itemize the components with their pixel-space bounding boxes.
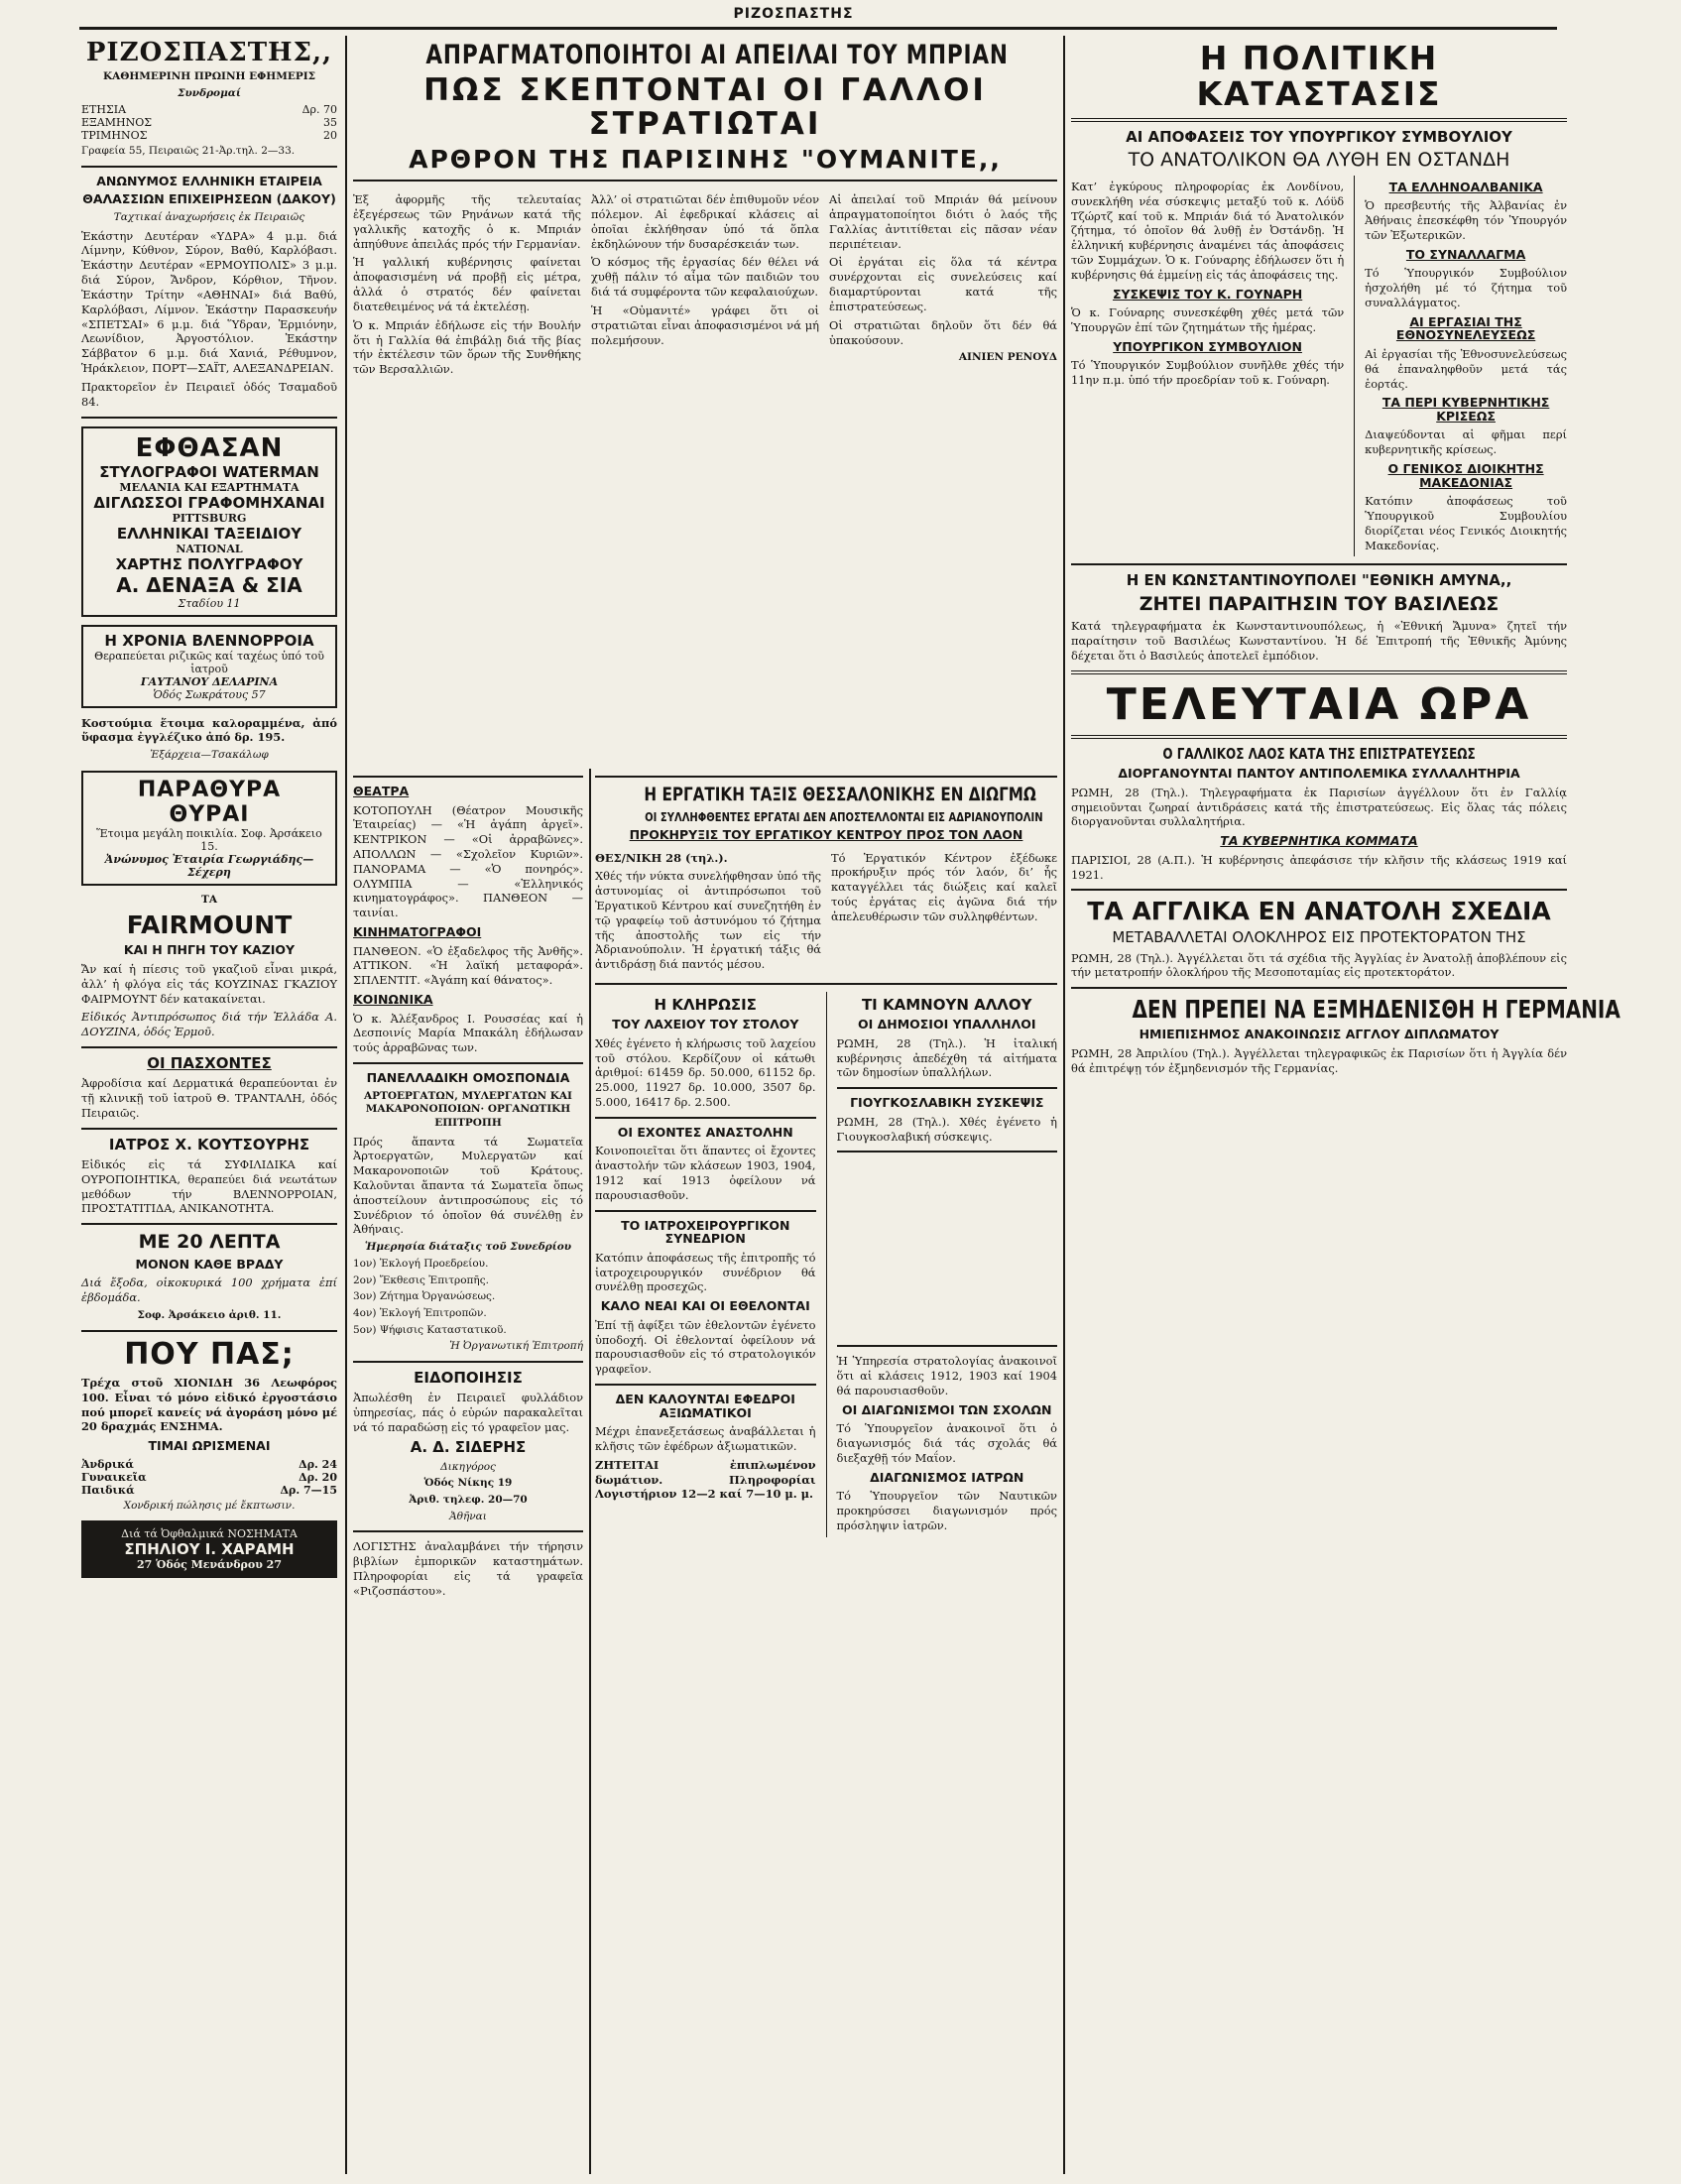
yugoslav-title: ΓΙΟΥΓΚΟΣΛΑΒΙΚΗ ΣΥΣΚΕΨΙΣ: [850, 1095, 1044, 1111]
side-text: Διαψεύδονται αἱ φῆμαι περί κυβερνητικῆς κρίσεως.: [1365, 427, 1567, 457]
ad-line: PITTSBURG: [172, 511, 247, 525]
lottery-title: Η ΚΛΗΡΩΣΙΣ: [654, 996, 757, 1015]
politics-sub2: ΤΟ ΑΝΑΤΟΛΙΚΟΝ ΘΑ ΛΥΘΗ ΕΝ ΟΣΤΑΝΔΗ: [1128, 149, 1510, 172]
yugoslav-text: ΡΩΜΗ, 28 (Τηλ.). Χθές ἐγένετο ἡ Γιουγκοσλαβική σύσκεψις.: [836, 1114, 1057, 1144]
side-text: Αἱ ἐργασίαι τῆς Ἐθνοσυνελεύσεως θά ἐπαναληφθοῦν μετά τάς ἑορτάς.: [1365, 346, 1567, 391]
ad-eye-name: ΣΠΗΛΙΟΥ Ι. ΧΑΡΑΜΗ: [124, 1540, 295, 1559]
subscription-rate: ΤΡΙΜΗΝΟΣ 20: [81, 129, 337, 143]
medical-text: Κατόπιν ἀποφάσεως τῆς ἐπιτροπῆς τό ἰατροχειρουργικόν συνέδριον θά συνέλθῃ προσεχῶς.: [595, 1250, 816, 1294]
ad-line: ΣΤΥΛΟΓΡΑΦΟΙ WATERMAN: [99, 462, 319, 481]
politics-title: Η ΠΟΛΙΤΙΚΗ ΚΑΤΑΣΤΑΣΙΣ: [1196, 39, 1442, 113]
salonica-body: [595, 847, 1057, 977]
paragraph: Τό Ἐργατικόν Κέντρον ἐξέδωκε προκήρυξιν πρός τόν λαόν, δι’ ἧς καταγγέλλει τάς διώξεις καί καλεῖ τούς ἐργάτας εἰς ἀγῶνα διά τήν ἀπελευθέρωσιν τῶν συλληφθέντων.: [831, 850, 1057, 923]
wanted-ad: ΖΗΤΕΙΤΑΙ ἐπιπλωμένον δωμάτιον. Πληροφορίαι Λογιστήριον 12—2 καί 7—10 μ. μ.: [595, 1457, 816, 1502]
ad-fairmount-pre: ΤΑ: [201, 893, 217, 906]
social-title: ΚΟΙΝΩΝΙΚΑ: [353, 992, 433, 1008]
uk-title: ΤΑ ΑΓΓΛΙΚΑ ΕΝ ΑΝΑΤΟΛΗ ΣΧΕΔΙΑ: [1087, 897, 1551, 926]
politics-body: [1071, 176, 1567, 556]
cinema-title: ΚΙΝΗΜΑΤΟΓΡΑΦΟΙ: [353, 924, 482, 940]
price-row: Παιδικά Δρ. 7—15: [81, 1483, 337, 1497]
paragraph: Ὁ κ. Μπριάν ἐδήλωσε εἰς τήν Βουλήν ὅτι ἡ Γαλλία θά ἐπιβάλῃ διά τῆς βίας τήν ἐκτέλεσιν τῶν ὅρων τῆς Συνθήκης τῶν Βερσαλλιῶν.: [353, 317, 581, 377]
column-divider: [345, 36, 347, 2174]
right-column: [1071, 36, 1621, 2174]
ad-arrived-title: ΕΦΘΑΣΑΝ: [135, 432, 284, 463]
ad-lepta-title: ΜΕ 20 ΛΕΠΤΑ: [138, 1231, 281, 1254]
ad-where-text: Τρέχα στοῦ ΧΙΟΝΙΔΗ 36 Λεωφόρος 100. Εἶναι τό μόνο εἰδικό ἐργοστάσιο πού μπορεῖ κανείς νά ἀγοράση μόνο μέ 20 δραχμάς ΕΝΣΗΜΑ.: [81, 1375, 337, 1434]
agenda-item: 1ον) Ἐκλογή Προεδρείου.: [353, 1257, 489, 1270]
exams-title: ΟΙ ΔΙΑΓΩΝΙΣΜΟΙ ΤΩΝ ΣΧΟΛΩΝ: [842, 1401, 1052, 1417]
departures-title: Ταχτικαί ἀναχωρήσεις ἐκ Πειραιῶς: [113, 210, 305, 223]
ad-doctor-text: Εἰδικός εἰς τά ΣΥΦΙΛΙΔΙΚΑ καί ΟΥΡΟΠΟΙΗΤΙΚΑ, θεραπεύει διά νεωτάτων μεθόδων τήν ΒΛΕΝΝΟΡΡΟΙΑΝ, ΠΡΟΣΤΑΤΙΤΙΔΑ, ΑΝΙΚΑΝΟΤΗΤΑ.: [81, 1156, 337, 1216]
uk-text: ΡΩΜΗ, 28 (Τηλ.). Ἀγγέλλεται ὅτι τά σχέδια τῆς Ἀγγλίας ἐν Ἀνατολῇ ἀποβλέπουν εἰς τήν μετατροπήν ὁλοκλήρου τῆς Μεσοποταμίας εἰς προτεκτοράτον.: [1071, 950, 1567, 980]
notice-city: Ἀθῆναι: [449, 1510, 487, 1522]
officers-text: Μέχρι ἐπανεξετάσεως ἀναβάλλεται ἡ κλῆσις τῶν ἐφέδρων ἀξιωματικῶν.: [595, 1424, 816, 1453]
theatres-text: ΚΟΤΟΠΟΥΛΗ (Θέατρον Μουσικῆς Ἑταιρείας) — «Ἡ ἀγάπη ἀργεῖ». ΚΕΝΤΡΙΚΟΝ — «Οἱ ἀρραβῶνες». ΑΠΟΛΛΩΝ — «Σχολεῖον Κυριῶν». ΠΑΝΟΡΑΜΑ — «Ὁ πονηρός». ΟΛΥΜΠΙΑ — «Ἑλληνικός κινηματογράφος». ΠΑΝΘΕΟΝ — ταινίαι.: [353, 802, 583, 920]
exams-text: Τό Ὑπουργεῖον ἀνακοινοῖ ὅτι ὁ διαγωνισμός διά τάς σχολάς θά διεξαχθῇ τόν Μαΐον.: [836, 1421, 1057, 1466]
article-column: [595, 847, 821, 977]
office-text: Πρακτορεῖον ἐν Πειραιεῖ ὁδός Τσαμαδοῦ 84.: [81, 379, 337, 409]
insurance-heading: ΑΝΩΝΥΜΟΣ ΕΛΛΗΝΙΚΗ ΕΤΑΙΡΕΙΑ: [96, 173, 322, 188]
politics-sub3: ΣΥΣΚΕΨΙΣ ΤΟΥ Κ. ΓΟΥΝΑΡΗ: [1112, 286, 1303, 302]
accountant-ad: ΛΟΓΙΣΤΗΣ ἀναλαμβάνει τήν τήρησιν βιβλίων ἐμπορικῶν καταστημάτων. Πληροφορίαι εἰς τά γραφεῖα «Ριζοσπάστου».: [353, 1539, 583, 1598]
germany-sub: ΗΜΙΕΠΙΣΗΜΟΣ ΑΝΑΚΟΙΝΩΣΙΣ ΑΓΓΛΟΥ ΔΙΠΛΩΜΑΤΟΥ: [1139, 1027, 1500, 1042]
ad-windows-title2: ΘΥΡΑΙ: [169, 801, 250, 827]
left-column: [81, 36, 337, 2174]
ad-suits-text: Κοστούμια ἕτοιμα καλοραμμένα, ἀπό ὕφασμα ἐγγλέζικο ἀπό δρ. 195.: [81, 715, 337, 745]
ad-lepta-text: Διά ἔξοδα, οἰκοκυρικά 100 χρήματα ἐπί ἑβδομάδα.: [81, 1275, 337, 1305]
masthead-rule: [79, 27, 1557, 30]
ad-fairmount-title: FAIRMOUNT: [126, 910, 293, 940]
ad-eye-address: 27 Ὁδός Μενάνδρου 27: [137, 1558, 282, 1572]
france-text: ΡΩΜΗ, 28 (Τηλ.). Τηλεγραφήματα ἐκ Παρισίων ἀγγέλλουν ὅτι ἐν Γαλλίᾳ σημειοῦνται ζωηραί ἀντιδράσεις κατά τῆς ἐπιστρατεύσεως. Εἰς ὅλας τάς πόλεις διοργανοῦνται συλλαλητήρια.: [1071, 785, 1567, 829]
paragraph: Οἱ ἐργάται εἰς ὅλα τά κέντρα συνέρχονται εἰς συνελεύσεις καί διαμαρτύρονται κατά τῆς ἐπιστρατεύσεως.: [829, 255, 1057, 313]
paragraph: Χθές τήν νύκτα συνελήφθησαν ὑπό τῆς ἀστυνομίας οἱ ἀντιπρόσωποι τοῦ Ἐργατικοῦ Κέντρου καί συνεζητήθη ἐν τῷ γραφείῳ τοῦ ἀστυνόμου τό ζήτημα τῆς ἀποστολῆς των εἰς τήν Ἀδριανούπολιν. Ἡ ἐργατική τάξις θά ἀντιδράσῃ διά παντός μέσου.: [595, 869, 821, 972]
council-title: ΥΠΟΥΡΓΙΚΟΝ ΣΥΜΒΟΥΛΙΟΝ: [1113, 338, 1302, 354]
article-column: [353, 188, 581, 381]
uk-sub: ΜΕΤΑΒΑΛΛΕΤΑΙ ΟΛΟΚΛΗΡΟΣ ΕΙΣ ΠΡΟΤΕΚΤΟΡΑΤΟΝ ΤΗΣ: [1112, 928, 1526, 947]
ad-lepta-address: Σοφ. Ἀρσάκειο ἀριθ. 11.: [137, 1308, 282, 1321]
main-headline-3: ΑΡΘΡΟΝ ΤΗΣ ΠΑΡΙΣΙΝΗΣ "ΟΥΜΑΝΙΤΕ,,: [409, 145, 1002, 175]
volunteers-text: Ἐπί τῇ ἀφίξει τῶν ἐθελοντῶν ἐγένετο ὑποδοχή. Οἱ ἐθελονταί ὀφείλουν νά παρουσιασθοῦν εἰς τό στρατολογικόν γραφεῖον.: [595, 1317, 816, 1377]
social-text: Ὁ κ. Ἀλέξανδρος Ι. Ρουσσέας καί ἡ Δεσποινίς Μαρία Μπακάλη ἐδήλωσαν τούς ἀρραβῶνας των.: [353, 1011, 583, 1055]
ad-sufferers-title: ΟΙ ΠΑΣΧΟΝΤΕΣ: [147, 1054, 272, 1073]
paragraph: Ἡ «Οὐμανιτέ» γράφει ὅτι οἱ στρατιῶται εἶναι ἀποφασισμένοι νά μή πολεμήσουν.: [591, 303, 819, 347]
ad-where-title: ΠΟΥ ΠΑΣ;: [124, 1336, 295, 1372]
masthead-label: ΡΙΖΟΣΠΑΣΤΗΣ: [733, 6, 854, 22]
blank-space: [837, 1159, 1058, 1338]
turkey-text: Κατά τηλεγραφήματα ἐκ Κωνσταντινουπόλεως, ἡ «Ἐθνική Ἄμυνα» ζητεῖ τήν παραίτησιν τοῦ Βασιλέως Κωνσταντίνου. Ἡ δέ Ἐπιτροπή τῆς Ἐθνικῆς Ἀμύνης δέχεται ὅτι ὁ Βασιλεύς ἀποτελεῖ ἐμπόδιον.: [1071, 619, 1567, 663]
strike-sub: ΟΙ ΔΗΜΟΣΙΟΙ ΥΠΑΛΛΗΛΟΙ: [857, 1017, 1036, 1032]
ad-arrived-company: Α. ΔΕΝΑΞΑ & ΣΙΑ: [116, 572, 302, 597]
lottery-sub: ΤΟΥ ΛΑΧΕΙΟΥ ΤΟΥ ΣΤΟΛΟΥ: [612, 1017, 799, 1032]
france-sub2: ΤΑ ΚΥΒΕΡΝΗΤΙΚΑ ΚΟΜΜΑΤΑ: [1220, 833, 1418, 849]
price-row: Ἀνδρικά Δρ. 24: [81, 1457, 337, 1471]
paragraph: Ἐξ ἀφορμῆς τῆς τελευταίας ἐξεγέρσεως τῶν Ρηνάνων κατά τῆς γαλλικῆς κατοχῆς ὁ κ. Μπριάν ἀπηύθυνε ἀπειλάς πρός τήν Γερμανίαν.: [353, 192, 581, 251]
ad-fairmount-address: Εἰδικός Ἀντιπρόσωπος διά τήν Ἑλλάδα Α. ΔΟΥΖΙΝΑ, ὁδός Ἑρμοῦ.: [81, 1010, 337, 1039]
ad-clinic-title: Η ΧΡΟΝΙΑ ΒΛΕΝΝΟΡΡΟΙΑ: [104, 631, 314, 650]
ad-clinic-address: Ὁδός Σωκράτους 57: [153, 687, 266, 701]
notice-role: Δικηγόρος: [440, 1460, 496, 1473]
article-signature: ΑΙΝΙΕΝ ΡΕΝΟΥΔ: [958, 351, 1057, 364]
officers-title: ΔΕΝ ΚΑΛΟΥΝΤΑΙ ΕΦΕΔΡΟΙ ΑΞΙΩΜΑΤΙΚΟΙ: [615, 1392, 795, 1420]
ad-windows-firm: Ἀνώνυμος Ἐταιρία Γεωργιάδης—Σέχερη: [104, 852, 314, 879]
side-text: Ὁ πρεσβευτής τῆς Ἀλβανίας ἐν Ἀθήναις ἐπεσκέφθη τόν Ὑπουργόν τῶν Ἐξωτερικῶν.: [1365, 198, 1567, 243]
reservists-text: Κοινοποιεῖται ὅτι ἅπαντες οἱ ἔχοντες ἀναστολήν τῶν κλάσεων 1903, 1904, 1912 καί 1913 ὀφείλουν νά παρουσιασθοῦν.: [595, 1144, 816, 1202]
ad-clinic: [81, 625, 337, 708]
germany-title: ΔΕΝ ΠΡΕΠΕΙ ΝΑ ΕΞΜΗΔΕΝΙΣΘΗ Η ΓΕΡΜΑΝΙΑ: [1132, 995, 1621, 1025]
mid-column: [353, 769, 583, 2174]
dateline: ΘΕΣ/ΝΙΚΗ 28 (τηλ.).: [595, 850, 728, 865]
ad-arrived-address: Σταδίου 11: [178, 596, 241, 610]
latest-news-banner: ΤΕΛΕΥΤΑΙΑ ΩΡΑ: [1106, 678, 1532, 730]
notice-title: ΕΙΔΟΠΟΙΗΣΙΣ: [414, 1368, 523, 1387]
competition-text: Τό Ὑπουργεῖον τῶν Ναυτικῶν προκηρύσσει διαγωνισμόν πρός πρόσληψιν ἰατρῶν.: [836, 1489, 1057, 1533]
side-title: ΑΙ ΕΡΓΑΣΙΑΙ ΤΗΣ ΕΘΝΟΣΥΝΕΛΕΥΣΕΩΣ: [1395, 313, 1536, 343]
germany-text: ΡΩΜΗ, 28 Ἀπριλίου (Τηλ.). Ἀγγέλλεται τηλεγραφικῶς ἐκ Παρισίων ὅτι ἡ Ἀγγλία δέν θά ἐπιτρέψῃ τόν ἐξμηδενισμόν τῆς Γερμανίας.: [1071, 1045, 1567, 1075]
paragraph: Ἡ γαλλική κυβέρνησις φαίνεται ἀποφασισμένη νά προβῇ εἰς μέτρα, ἀλλά ὁ στρατός δέν φαίνεται διατεθειμένος νά τά ἐκτελέσῃ.: [353, 255, 581, 313]
ad-doctor-title: ΙΑΤΡΟΣ Χ. ΚΟΥΤΣΟΥΡΗΣ: [108, 1135, 310, 1153]
insurance-subheading: ΘΑΛΑΣΣΙΩΝ ΕΠΙΧΕΙΡΗΣΕΩΝ (ΔΑΚΟΥ): [82, 191, 336, 207]
ad-where-footer: Χονδρική πώλησις μέ ἔκπτωσιν.: [123, 1499, 296, 1512]
federation-title: ΠΑΝΕΛΛΑΔΙΚΗ ΟΜΟΣΠΟΝΔΙΑ: [366, 1070, 570, 1086]
agenda-item: 3ον) Ζήτημα Ὀργανώσεως.: [353, 1290, 496, 1303]
article-column: [591, 188, 819, 381]
council-text: Τό Ὑπουργικόν Συμβούλιον συνῆλθε χθές τήν 11ην π.μ. ὑπό τήν προεδρίαν τοῦ κ. Γούναρη.: [1071, 358, 1345, 388]
ad-sufferers-text: Ἀφροδίσια καί Δερματικά θεραπεύονται ἐν τῇ κλινικῇ τοῦ ἰατροῦ Θ. ΤΡΑΝΤΑΛΗ, ὁδός Πειραιῶς.: [81, 1076, 337, 1120]
politics-sub: ΑΙ ΑΠΟΦΑΣΕΙΣ ΤΟΥ ΥΠΟΥΡΓΙΚΟΥ ΣΥΜΒΟΥΛΙΟΥ: [1126, 128, 1512, 147]
column-divider: [826, 992, 827, 1537]
ad-where-prices-title: ΤΙΜΑΙ ΩΡΙΣΜΕΝΑΙ: [148, 1438, 271, 1454]
france-text2: ΠΑΡΙΣΙΟΙ, 28 (Α.Π.). Ἡ κυβέρνησις ἀπεφάσισε τήν κλῆσιν τῆς κλάσεως 1919 καί 1921.: [1071, 852, 1567, 882]
subscription-title: Συνδρομαί: [178, 86, 241, 99]
ad-line: ΧΑΡΤΗΣ ΠΟΛΥΓΡΑΦΟΥ: [115, 554, 303, 573]
column-divider: [589, 769, 591, 2174]
volunteers-title: ΚΑΛΟ ΝΕΑΙ ΚΑΙ ΟΙ ΕΘΕΛΟΝΤΑΙ: [600, 1298, 810, 1314]
lottery-text: Χθές ἐγένετο ἡ κλήρωσις τοῦ λαχείου τοῦ στόλου. Κερδίζουν οἱ κάτωθι ἀριθμοί: 61459 δρ. 50.000, 61152 δρ. 25.000, 11927 δρ. 10.000, 3507 δρ. 5.000, 16417 δρ. 2.500.: [595, 1035, 816, 1110]
subscription-rate: ΕΞΑΜΗΝΟΣ 35: [81, 116, 337, 130]
price-row: Γυναικεῖα Δρ. 20: [81, 1470, 337, 1484]
salonica-headline-2: ΟΙ ΣΥΛΛΗΦΘΕΝΤΕΣ ΕΡΓΑΤΑΙ ΔΕΝ ΑΠΟΣΤΕΛΛΟΝΤΑΙ ΕΙΣ ΑΔΡΙΑΝΟΥΠΟΛΙΝ: [645, 808, 1043, 824]
ad-windows: [81, 771, 337, 886]
article-column: [831, 847, 1057, 977]
ad-line: ΔΙΓΛΩΣΣΟΙ ΓΡΑΦΟΜΗΧΑΝΑΙ: [93, 493, 325, 512]
newspaper-logo: ΡΙΖΟΣΠΑΣΤΗΣ,,: [85, 38, 333, 67]
politics-side: [1365, 176, 1567, 556]
ad-windows-text: Ἕτοιμα μεγάλη ποικιλία. Σοφ. Ἀρσάκειο 15.: [96, 826, 322, 853]
turkey-title: Η ΕΝ ΚΩΝΣΤΑΝΤΙΝΟΥΠΟΛΕΙ "ΕΘΝΙΚΗ ΑΜΥΝΑ,,: [1126, 571, 1512, 590]
agenda-title: Ἡμερησία διάταξις τοῦ Συνεδρίου: [364, 1241, 572, 1254]
agenda-item: 2ον) Ἔκθεσις Ἐπιτροπῆς.: [353, 1274, 489, 1286]
logo-subtitle: ΚΑΘΗΜΕΡΙΝΗ ΠΡΩΙΝΗ ΕΦΗΜΕΡΙΣ: [102, 70, 316, 82]
politics-text: Κατ’ ἐγκύρους πληροφορίας ἐκ Λονδίνου, συνεκλήθη νέα σύσκεψις μεταξύ τοῦ κ. Λόϋδ Τζώρτζ καί τοῦ κ. Μπριάν διά τό Ἀνατολικόν ζήτημα, τό ὁποῖον θά λυθῇ ἐν Ὀστάνδῃ. Ἡ ἑλληνική κυβέρνησις ἀναμένει τάς ἀποφάσεις τῶν Συμμάχων. Ὁ κ. Γούναρης ἐδήλωσεν ὅτι ἡ κυβέρνησις θά ἐμμείνῃ εἰς τάς ἀποφάσεις της.: [1071, 179, 1345, 282]
column-divider: [1354, 176, 1355, 556]
article-column: [829, 188, 1057, 381]
main-headline-2: ΠΩΣ ΣΚΕΠΤΟΝΤΑΙ ΟΙ ΓΑΛΛΟΙ ΣΤΡΑΤΙΩΤΑΙ: [423, 72, 987, 142]
center-split: [595, 992, 1057, 1537]
notice-name: Α. Δ. ΣΙΔΕΡΗΣ: [410, 1438, 527, 1457]
salonica-headline-3: ΠΡΟΚΗΡΥΞΙΣ ΤΟΥ ΕΡΓΑΤΙΚΟΥ ΚΕΝΤΡΟΥ ΠΡΟΣ ΤΟΝ ΛΑΟΝ: [629, 827, 1023, 843]
reservists-title: ΟΙ ΕΧΟΝΤΕΣ ΑΝΑΣΤΟΛΗΝ: [617, 1124, 793, 1140]
ad-clinic-text: Θεραπεύεται ριζικῶς καί ταχέως ὑπό τοῦ ἰατροῦ: [94, 649, 324, 675]
salonica-headline: Η ΕΡΓΑΤΙΚΗ ΤΑΞΙΣ ΘΕΣΣΑΛΟΝΙΚΗΣ ΕΝ ΔΙΩΓΜΩ: [644, 784, 1036, 805]
ad-arrived: [81, 426, 337, 617]
ad-line: ΜΕΛΑΝΙΑ ΚΑΙ ΕΞΑΡΤΗΜΑΤΑ: [119, 480, 300, 494]
side-text: Τό Ὑπουργικόν Συμβούλιον ἠσχολήθη μέ τό ζήτημα τοῦ συναλλάγματος.: [1365, 266, 1567, 310]
agenda-item: 5ον) Ψήφισις Καταστατικοῦ.: [353, 1323, 507, 1336]
strike-title: ΤΙ ΚΑΜΝΟΥΝ ΑΛΛΟΥ: [861, 996, 1032, 1015]
side-title: ΤΑ ΕΛΛΗΝΟΑΛΒΑΝΙΚΑ: [1388, 179, 1543, 194]
ad-suits-shop: Ἐξάρχεια—Τσακάλωφ: [150, 749, 269, 762]
paragraph: Οἱ στρατιῶται δηλοῦν ὅτι δέν θά ὑπακούσουν.: [829, 317, 1057, 347]
federation-sub: ΑΡΤΟΕΡΓΑΤΩΝ, ΜΥΛΕΡΓΑΤΩΝ ΚΑΙ ΜΑΚΑΡΟΝΟΠΟΙΩΝ· ΟΡΓΑΝΩΤΙΚΗ ΕΠΙΤΡΟΠΗ: [364, 1089, 572, 1129]
paragraph: Αἱ ἀπειλαί τοῦ Μπριάν θά μείνουν ἀπραγματοποίητοι διότι ὁ λαός τῆς Γαλλίας ἀντιτίθεται εἰς πᾶσαν νέαν περιπέτειαν.: [829, 192, 1057, 251]
main-article-body: [353, 188, 1057, 381]
ad-eye-text: Διά τά Ὀφθαλμικά ΝΟΣΗΜΑΤΑ: [121, 1527, 298, 1541]
theatres-title: ΘΕΑΤΡΑ: [353, 784, 410, 798]
center-left-sub: [595, 992, 816, 1537]
ad-lepta-sub: ΜΟΝΟΝ ΚΑΘΕ ΒΡΑΔΥ: [135, 1256, 284, 1272]
paragraph: Ἀλλ’ οἱ στρατιῶται δέν ἐπιθυμοῦν νέον πόλεμον. Αἱ ἐφεδρικαί κλάσεις αἱ ὁποῖαι ἐκλήθησαν ὑπό τά ὅπλα ἐκδηλώνουν τήν δυσαρέσκειάν των.: [591, 192, 819, 251]
federation-text: Πρός ἅπαντα τά Σωματεῖα Ἀρτοεργατῶν, Μυλεργατῶν καί Μακαρονοποιῶν τοῦ Κράτους. Καλοῦνται ἅπαντα τά Σωματεῖα ὅπως ἀποστείλουν ἀντιπροσώπους εἰς τό Συνέδριον τό ὁποῖον θά συνέλθῃ ἐν Ἀθήναις.: [353, 1134, 583, 1237]
cinema-text: ΠΑΝΘΕΟΝ. «Ὁ ἐξαδελφος τῆς Ἀνθῆς». ΑΤΤΙΚΟΝ. «Ἡ λαϊκή μεταφορά». ΣΠΛΕΝΤΙΤ. «Ἀγάπη καί θάνατος».: [353, 943, 583, 988]
main-headline: ΑΠΡΑΓΜΑΤΟΠΟΙΗΤΟΙ ΑΙ ΑΠΕΙΛΑΙ ΤΟΥ ΜΠΡΙΑΝ: [425, 40, 1009, 70]
ad-line: NATIONAL: [176, 542, 243, 555]
medical-title: ΤΟ ΙΑΤΡΟΧΕΙΡΟΥΡΓΙΚΟΝ ΣΥΝΕΔΡΙΟΝ: [621, 1217, 790, 1247]
ad-fairmount-text: Ἄν καί ἡ πίεσις τοῦ γκαζιοῦ εἶναι μικρά, ἀλλ’ ἡ φλόγα εἰς τάς ΚΟΥΖΙΝΑΣ ΓΚΑΖΙΟΥ ΦΑΙΡΜΟΥΝΤ δέν κατακαίνεται.: [81, 961, 337, 1006]
side-title: Ο ΓΕΝΙΚΟΣ ΔΙΟΙΚΗΤΗΣ ΜΑΚΕΔΟΝΙΑΣ: [1387, 461, 1544, 490]
ad-eye-clinic: [81, 1520, 337, 1578]
turkey-title2: ΖΗΤΕΙ ΠΑΡΑΙΤΗΣΙΝ ΤΟΥ ΒΑΣΙΛΕΩΣ: [1139, 592, 1500, 615]
agenda-item: 4ον) Ἐκλογή Ἐπιτροπῶν.: [353, 1306, 487, 1319]
ad-fairmount-sub: ΚΑΙ Η ΠΗΓΗ ΤΟΥ ΚΑΖΙΟΥ: [123, 942, 296, 958]
center-column: [595, 769, 1057, 2174]
france-title: Ο ΓΑΛΛΙΚΟΣ ΛΑΟΣ ΚΑΤΑ ΤΗΣ ΕΠΙΣΤΡΑΤΕΥΣΕΩΣ: [1162, 745, 1476, 764]
ad-clinic-doctor: ΓΑΥΤΑΝΟΥ ΔΕΛΑΡΙΝΑ: [140, 674, 279, 688]
center-right-sub: [837, 992, 1058, 1537]
politics-text2: Ὁ κ. Γούναρης συνεσκέφθη χθές μετά τῶν Ὑπουργῶν ἐπί τῶν ζητημάτων τῆς ἡμέρας.: [1071, 305, 1345, 335]
paragraph: Ὁ κόσμος τῆς ἐργασίας δέν θέλει νά χυθῇ πάλιν τό αἷμα τῶν παιδιῶν του διά τά συμφέροντα τῶν κεφαλαιούχων.: [591, 255, 819, 300]
strike-text: ΡΩΜΗ, 28 (Τηλ.). Ἡ ἰταλική κυβέρνησις ἀπεδέχθη τά αἰτήματα τῶν δημοσίων ὑπαλλήλων.: [836, 1035, 1057, 1080]
politics-main: [1071, 176, 1344, 556]
ad-line: ΕΛΛΗΝΙΚΑΙ ΤΑΞΕΙΔΙΟΥ: [116, 524, 302, 543]
side-title: ΤΑ ΠΕΡΙ ΚΥΒΕΡΝΗΤΙΚΗΣ ΚΡΙΣΕΩΣ: [1381, 395, 1550, 424]
notice-address: Ὁδός Νίκης 19: [423, 1477, 513, 1490]
notice-phone: Ἀριθ. τηλεφ. 20—70: [409, 1493, 528, 1506]
france-sub: ΔΙΟΡΓΑΝΟΥΝΤΑΙ ΠΑΝΤΟΥ ΑΝΤΙΠΟΛΕΜΙΚΑ ΣΥΛΛΑΛΗΤΗΡΙΑ: [1118, 766, 1520, 782]
departures-text: Ἑκάστην Δευτέραν «ΥΔΡΑ» 4 μ.μ. διά Λίμνην, Κύθνον, Σύρον, Βαθύ, Καρλόβασι. Ἑκάστην Δευτέραν «ΕΡΜΟΥΠΟΛΙΣ» 3 μ.μ. διά Σύρον, Ἄνδρον, Κόρθιον, Τῆνον. Ἑκάστην Τρίτην «ΑΘΗΝΑΙ» διά Βαθύ, Καρλόβασι, Λίμνον. Ἑκάστην Παρασκευήν «ΣΠΕΤΣΑΙ» 6 μ.μ. διά Ὕδραν, Ἑρμιόνην, Λεωνίδιον, Ἀργοστόλιον. Ἑκάστην Σάββατον 6 μ.μ. διά Χανιά, Ρέθυμνον, Ἡράκλειον, ΠΟΡΤ—ΣΑΪΤ, ΑΛΕΞΑΝΔΡΕΙΑΝ.: [81, 228, 337, 376]
side-title: ΤΟ ΣΥΝΑΛΛΑΓΜΑ: [1405, 246, 1526, 262]
subscription-rate: ΕΤΗΣΙΑ Δρ. 70: [81, 103, 337, 117]
ad-windows-title: ΠΑΡΑΘΥΡΑ: [137, 777, 282, 802]
paragraph: Ἡ Ὑπηρεσία στρατολογίας ἀνακοινοῖ ὅτι αἱ κλάσεις 1912, 1903 καί 1904 θά παρουσιασθοῦν.: [836, 1354, 1057, 1398]
office-address: Γραφεία 55, Πειραιῶς 21-Ἀρ.τηλ. 2—33.: [81, 145, 296, 158]
column-divider: [1063, 36, 1065, 2174]
side-text: Κατόπιν ἀποφάσεως τοῦ Ὑπουργικοῦ Συμβουλίου διορίζεται νέος Γενικός Διοικητής Μακεδονίας.: [1365, 494, 1567, 552]
notice-text: Ἀπωλέσθη ἐν Πειραιεῖ φυλλάδιον ὑπηρεσίας, πάς ὁ εὑρών παρακαλεῖται νά τό παραδώσῃ εἰς τό γραφεῖον μας.: [353, 1390, 583, 1434]
competition-title: ΔΙΑΓΩΝΙΣΜΟΣ ΙΑΤΡΩΝ: [870, 1469, 1024, 1485]
federation-sign: Ἡ Ὀργανωτική Ἐπιτροπή: [449, 1340, 583, 1353]
